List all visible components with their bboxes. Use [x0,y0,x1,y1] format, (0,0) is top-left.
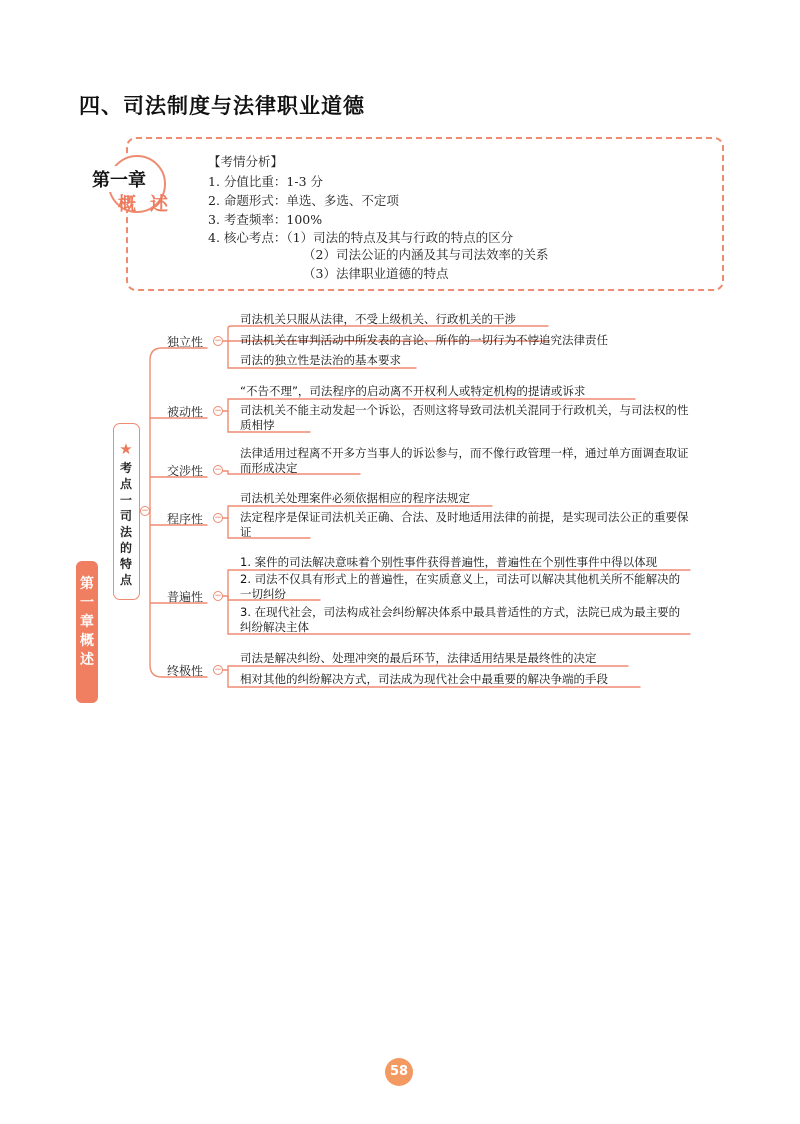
section-title: 四、司法制度与法律职业道德 [79,94,365,118]
branch-label: 被动性 [167,405,204,419]
page-number: 58 [385,1058,413,1086]
star-icon: ★ [119,440,133,458]
leaf-item: 法律适用过程离不开多方当事人的诉讼参与，而不像行政管理一样，通过单方面调查取证而形成决定 [240,446,689,475]
branch-label: 普遍性 [167,590,204,604]
leaf-item: 法定程序是保证司法机关正确、合法、及时地适用法律的前提，是实现司法公正的重要保证 [240,510,689,539]
leaf-item: 3. 在现代社会，司法构成社会纠纷解决体系中最具普适性的方式，法院已成为最主要的纠纷解决主体 [240,605,681,634]
leaf-item: 司法机关不能主动发起一个诉讼，否则这将导致司法机关混同于行政机关，与司法权的性质相悖 [240,403,689,432]
overview-line: （2）司法公证的内涵及其与司法效率的关系 [303,247,549,262]
overview-line: 2. 命题形式：单选、多选、不定项 [208,193,399,208]
collapse-icon[interactable]: − [214,591,222,601]
branch-label: 独立性 [167,335,204,349]
collapse-icon[interactable]: − [214,336,222,346]
leaf-item: 2. 司法不仅具有形式上的普遍性，在实质意义上，司法可以解决其他机关所不能解决的一切纠纷 [240,572,681,601]
branch-label: 程序性 [167,512,204,526]
overview-heading: 【考情分析】 [208,154,284,169]
chapter-side-tab-label: 第一章概述 [80,576,94,668]
branch-label: 交涉性 [167,464,204,478]
leaf-item: 司法的独立性是法治的基本要求 [240,353,401,367]
chapter-badge-sub: 概述 [118,194,182,215]
leaf-item: 司法是解决纠纷、处理冲突的最后环节，法律适用结果是最终性的决定 [240,651,597,665]
leaf-item: 司法机关处理案件必须依据相应的程序法规定 [240,491,470,505]
leaf-item: 1. 案件的司法解决意味着个别性事件获得普遍性，普遍性在个别性事件中得以体现 [240,555,658,569]
branch-label: 终极性 [167,664,204,678]
overview-line: 3. 考查频率：100% [208,212,323,227]
leaf-item: 司法机关只服从法律，不受上级机关、行政机关的干涉 [240,312,516,326]
leaf-item: “不告不理”，司法程序的启动离不开权利人或特定机构的提请或诉求 [240,384,586,398]
overview-line: 4. 核心考点：（1）司法的特点及其与行政的特点的区分 [208,230,514,245]
collapse-icon[interactable]: − [214,406,222,416]
collapse-icon[interactable]: − [214,465,222,475]
topic-title: 考点一司法的特点 [119,461,132,587]
chapter-badge-label: 第一章 [90,166,148,192]
collapse-icon[interactable]: − [214,665,222,675]
leaf-item: 相对其他的纠纷解决方式，司法成为现代社会中最重要的解决争端的手段 [240,672,608,686]
overview-line: （3）法律职业道德的特点 [303,266,449,281]
overview-line: 1. 分值比重：1-3 分 [208,174,324,189]
collapse-icon[interactable]: − [141,506,149,516]
collapse-icon[interactable]: − [214,513,222,523]
leaf-item: 司法机关在审判活动中所发表的言论、所作的一切行为不悖追究法律责任 [240,333,608,347]
